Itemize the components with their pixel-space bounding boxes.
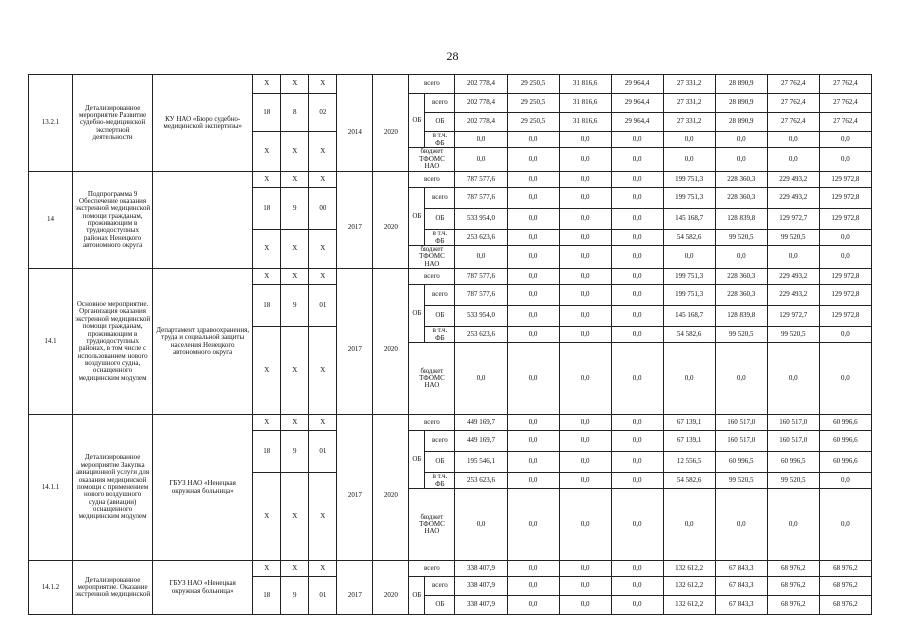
x-mark: Х: [253, 269, 281, 285]
item-name: Подпрограмма 9 Обеспечение оказания экстренной медицинской помощи гражданам, проживающим в труднодоступных районах Ненецкого автономного округа: [73, 172, 153, 269]
x-mark: Х: [309, 415, 337, 431]
ob-total-value: 29 964,4: [611, 94, 663, 113]
table-row: [29, 415, 872, 431]
x-mark: Х: [281, 561, 309, 577]
fb-value: 0,0: [611, 473, 663, 489]
source-total-label: всего: [409, 172, 455, 188]
ob-total-value: 160 517,0: [767, 431, 819, 452]
total-value: 0,0: [559, 561, 611, 577]
code-subprogram: 9: [281, 577, 309, 615]
fb-value: 0,0: [715, 132, 767, 148]
tfoms-value: 0,0: [455, 246, 507, 269]
ob-value: 338 407,9: [455, 596, 507, 615]
tfoms-value: 0,0: [611, 148, 663, 172]
x-mark: Х: [281, 415, 309, 431]
item-executor: ГБУЗ НАО «Ненецкая окружная больница»: [153, 415, 253, 561]
ob-value: 128 839,8: [715, 306, 767, 327]
year-end: 2020: [373, 577, 409, 615]
x-mark: Х: [281, 473, 309, 561]
total-value: 202 778,4: [455, 75, 507, 94]
ob-value: 29 964,4: [611, 113, 663, 132]
total-value: 229 493,2: [767, 172, 819, 188]
ob-total-value: 67 843,3: [715, 577, 767, 596]
ob-total-value: 449 169,7: [455, 431, 507, 452]
total-value: 27 762,4: [819, 75, 871, 94]
fb-value: 0,0: [507, 327, 559, 343]
tfoms-value: 0,0: [715, 343, 767, 415]
tfoms-value: 0,0: [611, 246, 663, 269]
ob-total-value: 787 577,6: [455, 188, 507, 209]
ob-value: 533 954,0: [455, 306, 507, 327]
table-row: [29, 561, 872, 577]
fb-value: 0,0: [507, 132, 559, 148]
total-value: 67 843,3: [715, 561, 767, 577]
ob-value: 12 556,5: [663, 452, 715, 473]
x-mark: Х: [253, 415, 281, 431]
ob-total-value: 199 751,3: [663, 188, 715, 209]
ob-value: 195 546,1: [455, 452, 507, 473]
ob-value: 129 972,8: [819, 306, 871, 327]
tfoms-value: 0,0: [663, 343, 715, 415]
code-event: 01: [309, 431, 337, 473]
fb-value: 99 520,5: [715, 230, 767, 246]
fb-label: в т.ч. ФБ: [425, 473, 455, 489]
tfoms-value: 0,0: [767, 148, 819, 172]
empty-cell: [373, 172, 409, 188]
ob-label: ОБ: [409, 431, 425, 489]
empty-cell: [373, 75, 409, 94]
empty-cell: [337, 269, 373, 285]
ob-sub-label: ОБ: [425, 209, 455, 230]
ob-value: 31 816,6: [559, 113, 611, 132]
empty-cell: [337, 561, 373, 577]
year-start: 2017: [337, 188, 373, 269]
ob-value: 27 331,2: [663, 113, 715, 132]
x-mark: Х: [309, 473, 337, 561]
tfoms-value: 0,0: [559, 489, 611, 561]
tfoms-value: 0,0: [663, 489, 715, 561]
ob-total-label: всего: [425, 188, 455, 209]
code-subprogram: 9: [281, 188, 309, 230]
fb-label: в т.ч. ФБ: [425, 230, 455, 246]
total-value: 160 517,0: [767, 415, 819, 431]
x-mark: Х: [253, 132, 281, 172]
total-value: 787 577,6: [455, 269, 507, 285]
ob-value: 0,0: [559, 452, 611, 473]
fb-value: 253 623,6: [455, 230, 507, 246]
ob-total-value: 0,0: [507, 431, 559, 452]
ob-sub-label: ОБ: [425, 452, 455, 473]
tfoms-value: 0,0: [455, 148, 507, 172]
x-mark: Х: [309, 327, 337, 415]
ob-total-value: 132 612,2: [663, 577, 715, 596]
ob-total-value: 199 751,3: [663, 285, 715, 306]
x-mark: Х: [281, 230, 309, 269]
fb-value: 99 520,5: [767, 230, 819, 246]
year-end: 2020: [373, 188, 409, 269]
fb-value: 99 520,5: [715, 327, 767, 343]
item-name: Детализированное мероприятие Развитие судебно-медицинской экспертной деятельности: [73, 75, 153, 172]
ob-total-value: 29 250,5: [507, 94, 559, 113]
fb-value: 0,0: [611, 132, 663, 148]
ob-total-value: 0,0: [611, 577, 663, 596]
ob-label: ОБ: [409, 577, 425, 615]
item-number: 14: [29, 172, 73, 269]
ob-value: 0,0: [611, 306, 663, 327]
ob-value: 128 839,8: [715, 209, 767, 230]
x-mark: Х: [309, 230, 337, 269]
total-value: 129 972,8: [819, 269, 871, 285]
x-mark: Х: [309, 172, 337, 188]
item-name: Детализированное мероприятие Закупка авиационной услуги для оказания медицинской помощи с применением нового воздушного судна (авиации) оснащенного медицинским модулем: [73, 415, 153, 561]
ob-value: 0,0: [559, 596, 611, 615]
source-total-label: всего: [409, 75, 455, 94]
tfoms-label: бюджет ТФОМС НАО: [409, 489, 455, 561]
fb-value: 0,0: [559, 327, 611, 343]
ob-total-value: 0,0: [507, 188, 559, 209]
fb-value: 0,0: [767, 132, 819, 148]
ob-total-value: 27 762,4: [819, 94, 871, 113]
total-value: 27 331,2: [663, 75, 715, 94]
ob-value: 0,0: [611, 209, 663, 230]
tfoms-value: 0,0: [767, 343, 819, 415]
ob-value: 129 972,7: [767, 306, 819, 327]
ob-total-value: 0,0: [507, 285, 559, 306]
ob-value: 28 890,9: [715, 113, 767, 132]
total-value: 228 360,3: [715, 172, 767, 188]
tfoms-label: бюджет ТФОМС НАО: [409, 343, 455, 415]
tfoms-value: 0,0: [559, 148, 611, 172]
fb-value: 0,0: [819, 473, 871, 489]
tfoms-label: бюджет ТФОМС НАО: [409, 148, 455, 172]
total-value: 0,0: [507, 172, 559, 188]
ob-value: 0,0: [507, 306, 559, 327]
tfoms-value: 0,0: [767, 246, 819, 269]
ob-value: 67 843,3: [715, 596, 767, 615]
tfoms-value: 0,0: [507, 489, 559, 561]
item-number: 13.2.1: [29, 75, 73, 172]
tfoms-value: 0,0: [507, 246, 559, 269]
total-value: 0,0: [611, 561, 663, 577]
total-value: 29 250,5: [507, 75, 559, 94]
x-mark: Х: [309, 561, 337, 577]
total-value: 228 360,3: [715, 269, 767, 285]
ob-total-value: 0,0: [559, 431, 611, 452]
year-end: 2020: [373, 285, 409, 415]
code-program: 18: [253, 285, 281, 327]
total-value: 0,0: [611, 415, 663, 431]
ob-value: 60 996,6: [819, 452, 871, 473]
code-subprogram: 9: [281, 285, 309, 327]
ob-total-value: 60 996,6: [819, 431, 871, 452]
tfoms-value: 0,0: [507, 148, 559, 172]
source-total-label: всего: [409, 415, 455, 431]
ob-total-value: 0,0: [559, 188, 611, 209]
year-start: 2014: [337, 94, 373, 172]
fb-value: 0,0: [455, 132, 507, 148]
x-mark: Х: [281, 327, 309, 415]
ob-value: 29 250,5: [507, 113, 559, 132]
year-start: 2017: [337, 577, 373, 615]
item-name: Детализированное мероприятие. Оказание экстренной медицинской: [73, 561, 153, 615]
ob-value: 27 762,4: [819, 113, 871, 132]
total-value: 132 612,2: [663, 561, 715, 577]
x-mark: Х: [253, 172, 281, 188]
fb-value: 0,0: [819, 230, 871, 246]
ob-value: 0,0: [559, 209, 611, 230]
empty-cell: [337, 415, 373, 431]
tfoms-value: 0,0: [611, 343, 663, 415]
code-event: 01: [309, 577, 337, 615]
year-start: 2017: [337, 285, 373, 415]
x-mark: Х: [253, 230, 281, 269]
ob-total-value: 129 972,8: [819, 188, 871, 209]
table-row: [29, 75, 872, 94]
ob-total-value: 68 976,2: [767, 577, 819, 596]
total-value: 449 169,7: [455, 415, 507, 431]
ob-value: 0,0: [507, 596, 559, 615]
source-total-label: всего: [409, 561, 455, 577]
total-value: 0,0: [559, 269, 611, 285]
table-row: [29, 172, 872, 188]
ob-total-value: 129 972,8: [819, 285, 871, 306]
code-program: 18: [253, 188, 281, 230]
fb-value: 0,0: [819, 327, 871, 343]
total-value: 27 762,4: [767, 75, 819, 94]
fb-value: 0,0: [611, 327, 663, 343]
ob-value: 533 954,0: [455, 209, 507, 230]
ob-total-value: 338 407,9: [455, 577, 507, 596]
fb-value: 0,0: [559, 230, 611, 246]
tfoms-value: 0,0: [819, 489, 871, 561]
tfoms-value: 0,0: [819, 246, 871, 269]
x-mark: Х: [253, 75, 281, 94]
tfoms-value: 0,0: [819, 343, 871, 415]
x-mark: Х: [309, 75, 337, 94]
ob-total-value: 0,0: [559, 577, 611, 596]
ob-value: 145 168,7: [663, 209, 715, 230]
empty-cell: [337, 172, 373, 188]
ob-value: 202 778,4: [455, 113, 507, 132]
empty-cell: [337, 75, 373, 94]
fb-value: 0,0: [663, 132, 715, 148]
ob-total-label: всего: [425, 431, 455, 452]
item-executor: [153, 172, 253, 269]
code-program: 18: [253, 577, 281, 615]
x-mark: Х: [281, 75, 309, 94]
x-mark: Х: [253, 327, 281, 415]
ob-label: ОБ: [409, 94, 425, 148]
ob-value: 132 612,2: [663, 596, 715, 615]
ob-value: 0,0: [559, 306, 611, 327]
ob-total-value: 229 493,2: [767, 188, 819, 209]
tfoms-value: 0,0: [715, 148, 767, 172]
ob-value: 68 976,2: [819, 596, 871, 615]
ob-sub-label: ОБ: [425, 596, 455, 615]
x-mark: Х: [253, 473, 281, 561]
total-value: 29 964,4: [611, 75, 663, 94]
fb-value: 54 582,6: [663, 230, 715, 246]
ob-total-value: 68 976,2: [819, 577, 871, 596]
x-mark: Х: [253, 561, 281, 577]
total-value: 229 493,2: [767, 269, 819, 285]
item-number: 14.1: [29, 269, 73, 415]
ob-total-label: всего: [425, 94, 455, 113]
total-value: 0,0: [559, 172, 611, 188]
ob-total-value: 0,0: [559, 285, 611, 306]
budget-table: [28, 74, 872, 615]
page-number: 28: [446, 49, 459, 63]
tfoms-value: 0,0: [455, 343, 507, 415]
fb-value: 54 582,6: [663, 473, 715, 489]
fb-value: 54 582,6: [663, 327, 715, 343]
empty-cell: [373, 561, 409, 577]
total-value: 60 996,6: [819, 415, 871, 431]
ob-label: ОБ: [409, 188, 425, 246]
ob-total-label: всего: [425, 577, 455, 596]
fb-value: 0,0: [819, 132, 871, 148]
source-total-label: всего: [409, 269, 455, 285]
ob-total-value: 228 360,3: [715, 285, 767, 306]
empty-cell: [373, 415, 409, 431]
code-program: 18: [253, 94, 281, 132]
code-subprogram: 9: [281, 431, 309, 473]
x-mark: Х: [309, 132, 337, 172]
x-mark: Х: [281, 132, 309, 172]
item-name: Основное мероприятие. Организация оказания экстренной медицинской помощи гражданам, проживающим в труднодоступных районах, в том числе с использованием нового воздушного судна, оснащенного медицинским модулем: [73, 269, 153, 415]
total-value: 0,0: [559, 415, 611, 431]
code-program: 18: [253, 431, 281, 473]
ob-total-value: 27 762,4: [767, 94, 819, 113]
ob-total-value: 67 139,1: [663, 431, 715, 452]
fb-value: 0,0: [559, 473, 611, 489]
fb-value: 99 520,5: [767, 327, 819, 343]
tfoms-value: 0,0: [611, 489, 663, 561]
ob-total-value: 787 577,6: [455, 285, 507, 306]
ob-total-value: 228 360,3: [715, 188, 767, 209]
code-event: 00: [309, 188, 337, 230]
ob-sub-label: ОБ: [425, 306, 455, 327]
total-value: 199 751,3: [663, 269, 715, 285]
ob-total-value: 202 778,4: [455, 94, 507, 113]
ob-label: ОБ: [409, 285, 425, 343]
fb-value: 253 623,6: [455, 473, 507, 489]
ob-total-label: всего: [425, 285, 455, 306]
x-mark: Х: [281, 269, 309, 285]
code-event: 02: [309, 94, 337, 132]
tfoms-label: бюджет ТФОМС НАО: [409, 246, 455, 269]
item-executor: Департамент здравоохранения, труда и социальной защиты населения Ненецкого автономного округа: [153, 269, 253, 415]
code-event: 01: [309, 285, 337, 327]
tfoms-value: 0,0: [559, 343, 611, 415]
ob-sub-label: ОБ: [425, 113, 455, 132]
total-value: 160 517,0: [715, 415, 767, 431]
fb-value: 99 520,5: [767, 473, 819, 489]
fb-label: в т.ч. ФБ: [425, 327, 455, 343]
ob-value: 129 972,7: [767, 209, 819, 230]
ob-total-value: 0,0: [611, 431, 663, 452]
fb-value: 0,0: [507, 473, 559, 489]
fb-value: 0,0: [559, 132, 611, 148]
ob-total-value: 31 816,6: [559, 94, 611, 113]
ob-total-value: 27 331,2: [663, 94, 715, 113]
total-value: 338 407,9: [455, 561, 507, 577]
total-value: 0,0: [611, 172, 663, 188]
fb-value: 0,0: [611, 230, 663, 246]
total-value: 67 139,1: [663, 415, 715, 431]
year-start: 2017: [337, 431, 373, 561]
fb-value: 99 520,5: [715, 473, 767, 489]
ob-total-value: 0,0: [611, 285, 663, 306]
item-executor: КУ НАО «Бюро судебно-медицинской экспертизы»: [153, 75, 253, 172]
total-value: 0,0: [507, 415, 559, 431]
ob-value: 145 168,7: [663, 306, 715, 327]
tfoms-value: 0,0: [663, 148, 715, 172]
ob-value: 0,0: [611, 452, 663, 473]
ob-total-value: 0,0: [507, 577, 559, 596]
ob-value: 0,0: [507, 452, 559, 473]
total-value: 787 577,6: [455, 172, 507, 188]
total-value: 28 890,9: [715, 75, 767, 94]
ob-value: 0,0: [507, 209, 559, 230]
ob-total-value: 229 493,2: [767, 285, 819, 306]
year-end: 2020: [373, 94, 409, 172]
table-row: [29, 269, 872, 285]
total-value: 68 976,2: [767, 561, 819, 577]
tfoms-value: 0,0: [507, 343, 559, 415]
ob-total-value: 160 517,0: [715, 431, 767, 452]
x-mark: Х: [281, 172, 309, 188]
tfoms-value: 0,0: [767, 489, 819, 561]
fb-value: 253 623,6: [455, 327, 507, 343]
total-value: 31 816,6: [559, 75, 611, 94]
tfoms-value: 0,0: [559, 246, 611, 269]
x-mark: Х: [309, 269, 337, 285]
total-value: 68 976,2: [819, 561, 871, 577]
ob-value: 60 996,5: [767, 452, 819, 473]
ob-total-value: 28 890,9: [715, 94, 767, 113]
tfoms-value: 0,0: [715, 246, 767, 269]
tfoms-value: 0,0: [819, 148, 871, 172]
tfoms-value: 0,0: [663, 246, 715, 269]
fb-value: 0,0: [507, 230, 559, 246]
ob-value: 27 762,4: [767, 113, 819, 132]
total-value: 129 972,8: [819, 172, 871, 188]
code-subprogram: 8: [281, 94, 309, 132]
fb-label: в т.ч. ФБ: [425, 132, 455, 148]
ob-value: 60 996,5: [715, 452, 767, 473]
total-value: 0,0: [507, 561, 559, 577]
ob-value: 0,0: [611, 596, 663, 615]
tfoms-value: 0,0: [455, 489, 507, 561]
item-number: 14.1.1: [29, 415, 73, 561]
item-number: 14.1.2: [29, 561, 73, 615]
total-value: 199 751,3: [663, 172, 715, 188]
ob-total-value: 0,0: [611, 188, 663, 209]
ob-value: 129 972,8: [819, 209, 871, 230]
tfoms-value: 0,0: [715, 489, 767, 561]
total-value: 0,0: [507, 269, 559, 285]
ob-value: 68 976,2: [767, 596, 819, 615]
year-end: 2020: [373, 431, 409, 561]
empty-cell: [373, 269, 409, 285]
item-executor: ГБУЗ НАО «Ненецкая окружная больница»: [153, 561, 253, 615]
total-value: 0,0: [611, 269, 663, 285]
